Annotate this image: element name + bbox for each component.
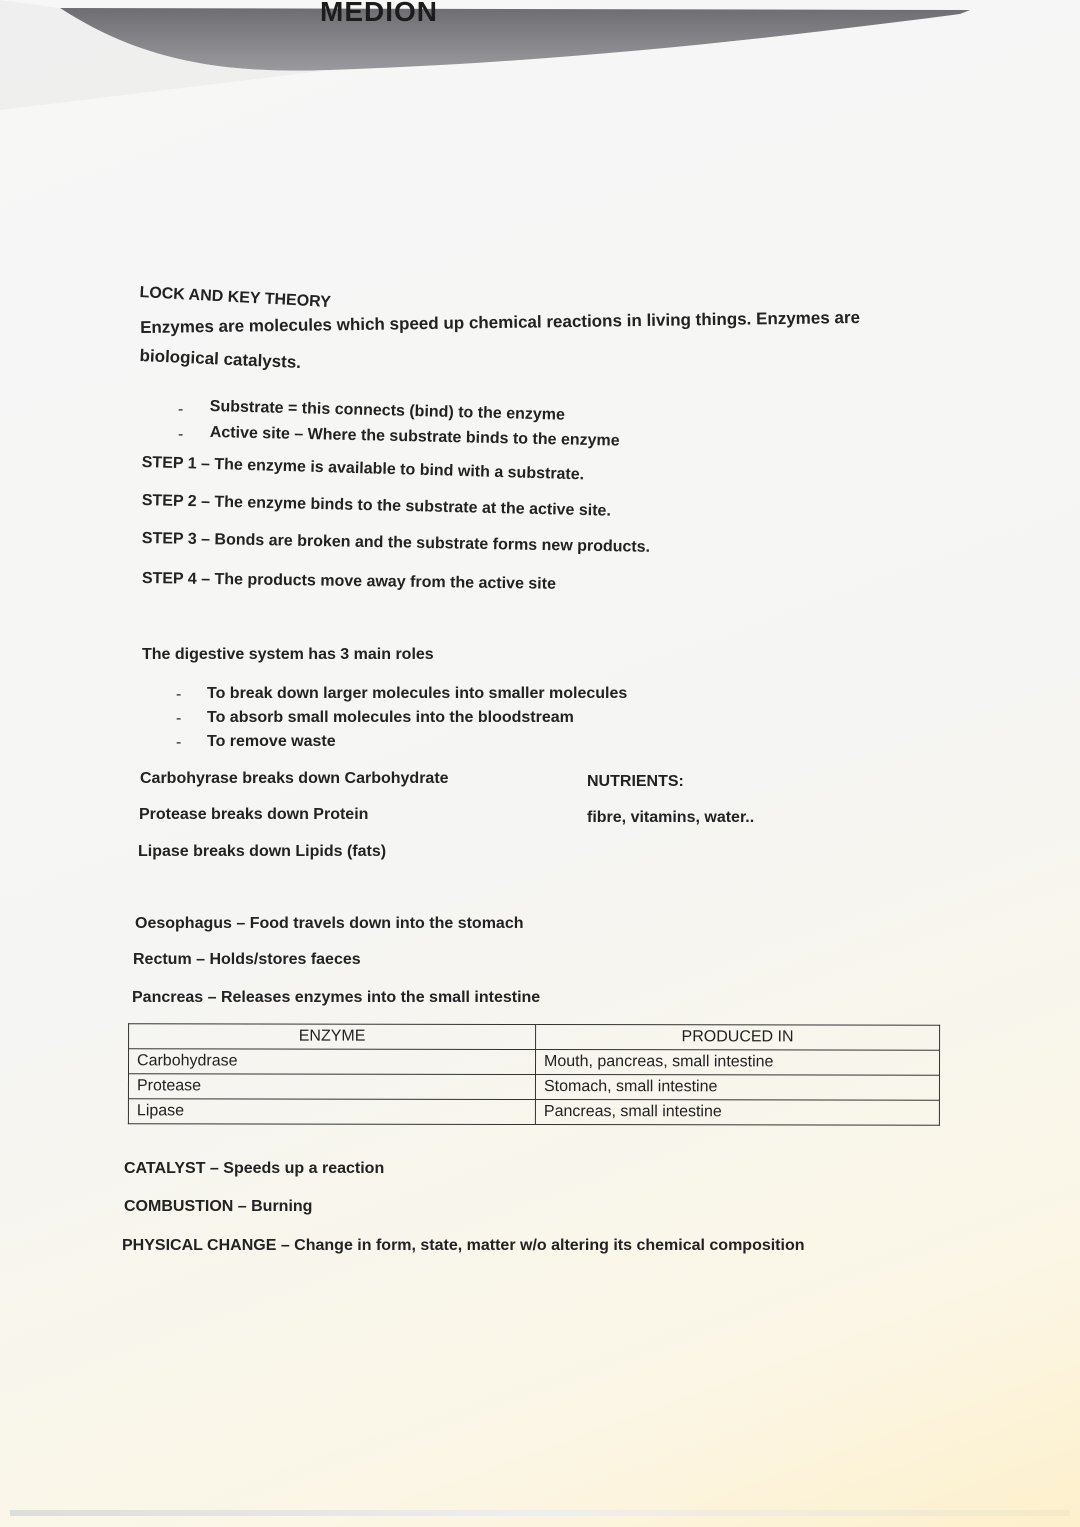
table-header-enzyme: ENZYME	[129, 1024, 536, 1050]
monitor-frame-shape	[0, 0, 1080, 120]
bullet-dash: -	[176, 734, 182, 751]
intro-line-2: biological catalysts.	[139, 346, 302, 373]
definition-physical-change: PHYSICAL CHANGE – Change in form, state, matter w/o altering its chemical composition	[122, 1237, 805, 1254]
table-cell-enzyme: Carbohydrase	[129, 1049, 536, 1075]
page-bottom-edge	[10, 1510, 1070, 1516]
section-heading-lock-key: LOCK AND KEY THEORY	[139, 284, 332, 311]
monitor-edge	[0, 0, 1080, 120]
table-row	[129, 1049, 940, 1075]
digestive-intro: The digestive system has 3 main roles	[142, 646, 434, 663]
organ-pancreas: Pancreas – Releases enzymes into the small intestine	[132, 989, 541, 1006]
bullet-dash: -	[178, 426, 184, 443]
step-4: STEP 4 – The products move away from the active site	[141, 570, 557, 593]
table-cell-enzyme: Lipase	[128, 1099, 535, 1125]
table-row	[128, 1099, 939, 1125]
table-row	[128, 1074, 939, 1100]
table-cell-produced-in: Stomach, small intestine	[535, 1075, 939, 1101]
definition-catalyst: CATALYST – Speeds up a reaction	[124, 1160, 385, 1177]
enzyme-carbohyrase: Carbohyrase breaks down Carbohydrate	[140, 770, 449, 787]
enzyme-protease: Protease breaks down Protein	[139, 806, 369, 823]
definition-combustion: COMBUSTION – Burning	[124, 1198, 313, 1215]
role-absorb: To absorb small molecules into the bloodstream	[207, 709, 574, 726]
nutrients-list: fibre, vitamins, water..	[587, 809, 755, 826]
step-1: STEP 1 – The enzyme is available to bind with a substrate.	[141, 454, 585, 484]
bullet-dash: -	[176, 686, 182, 703]
bullet-active-site: Active site – Where the substrate binds to the enzyme	[209, 424, 620, 450]
bullet-dash: -	[176, 710, 182, 727]
organ-rectum: Rectum – Holds/stores faeces	[133, 951, 361, 968]
step-3: STEP 3 – Bonds are broken and the substrate forms new products.	[141, 530, 651, 556]
step-2: STEP 2 – The enzyme binds to the substrate at the active site.	[141, 492, 612, 520]
bullet-dash: -	[178, 401, 184, 418]
table-cell-enzyme: Protease	[128, 1074, 535, 1100]
table-cell-produced-in: Pancreas, small intestine	[535, 1100, 939, 1126]
enzyme-table	[128, 1023, 940, 1125]
nutrients-heading: NUTRIENTS:	[587, 773, 684, 790]
organ-oesophagus: Oesophagus – Food travels down into the stomach	[135, 915, 524, 932]
intro-line-1: Enzymes are molecules which speed up chemical reactions in living things. Enzymes are	[140, 307, 861, 337]
table-header-row	[129, 1024, 940, 1050]
monitor-brand-logo: MEDION	[320, 0, 438, 27]
role-break-down: To break down larger molecules into smaller molecules	[207, 685, 628, 702]
table-header-produced-in: PRODUCED IN	[536, 1025, 940, 1051]
table-cell-produced-in: Mouth, pancreas, small intestine	[536, 1050, 940, 1076]
enzyme-lipase: Lipase breaks down Lipids (fats)	[138, 843, 387, 860]
bullet-substrate: Substrate = this connects (bind) to the enzyme	[209, 398, 566, 424]
role-remove-waste: To remove waste	[207, 733, 336, 750]
